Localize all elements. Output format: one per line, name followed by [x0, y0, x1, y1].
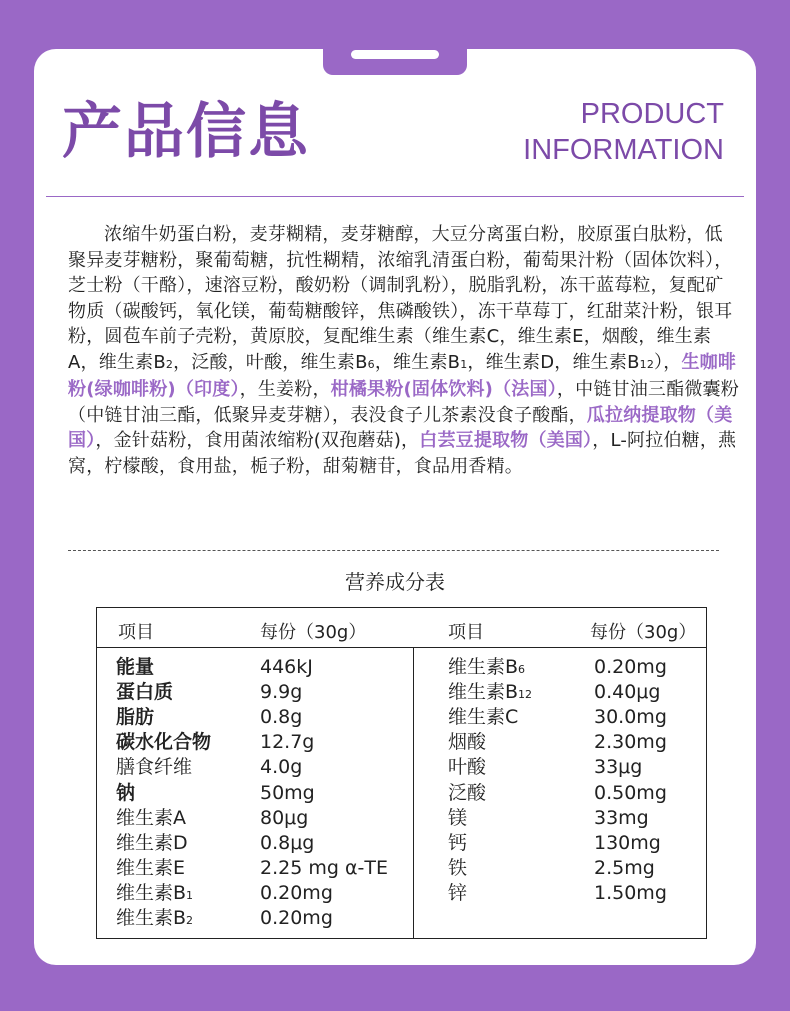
ingredients-text: ，维生素D，维生素B [467, 351, 640, 373]
nutrient-value: 33mg [594, 806, 649, 829]
subscript: 6 [367, 357, 375, 371]
nutrient-name: 碳水化合物 [116, 731, 212, 754]
highlight-ingredient: 柑橘果粉(固体饮料)（法国） [330, 379, 557, 400]
ingredients-text: ，金针菇粉，食用菌浓缩粉(双孢蘑菇)， [95, 430, 420, 451]
table-row [116, 730, 396, 755]
nutrient-value: 0.20mg [260, 907, 333, 929]
nutrient-name: 维生素B1 [116, 881, 194, 904]
table-column-divider [413, 648, 414, 938]
nutrient-name: 维生素D [116, 831, 188, 854]
table-row [116, 781, 396, 806]
table-row [116, 881, 396, 906]
nutrient-value: 0.8μg [260, 831, 315, 854]
nutrient-value: 0.40μg [594, 681, 661, 704]
ingredients-text: ，中链甘油三酯微囊粉（中链甘油三酯，低聚异麦芽糖），表没食子儿茶素没食子酸酯， [68, 379, 739, 426]
highlight-ingredient: 白芸豆提取物（美国） [419, 430, 593, 451]
table-row [116, 705, 396, 730]
ingredients-text: 浓缩牛奶蛋白粉，麦芽糊精，麦芽糖醇，大豆分离蛋白粉，胶原蛋白肽粉，低聚异麦芽糖粉，聚葡萄糖，抗性糊精，浓缩乳清蛋白粉，葡萄果汁粉（固体饮料），芝士粉（干酪），速溶豆粉，酸奶粉（调制乳粉），脱脂乳粉，冻干蓝莓粒，复配矿物质（碳酸钙，氧化镁，葡萄糖酸锌，焦磷酸铁），冻干草莓丁，红甜菜汁粉，银耳粉，圆苞车前子壳粉，黄原胶，复配维生素（维生素C，维生素E，烟酸，维生素A，维生素B [68, 224, 733, 373]
nutrient-value: 0.20mg [594, 656, 667, 678]
subscript: 2 [165, 357, 174, 371]
header-divider [46, 196, 744, 197]
nutrient-name: 膳食纤维 [116, 756, 193, 779]
nutrient-value: 33μg [594, 756, 643, 779]
table-row [448, 705, 728, 730]
table-row [448, 781, 728, 806]
nutrient-value: 2.30mg [594, 731, 667, 754]
nutrient-name: 维生素B12 [448, 681, 533, 704]
header-per-serving-2: 每份（30g） [590, 622, 697, 643]
ingredients-text: ，维生素B [374, 351, 461, 373]
subtitle-line-2: INFORMATION [523, 134, 724, 166]
nutrient-value: 4.0g [260, 756, 303, 779]
highlight-ingredient: 生咖啡粉(绿咖啡粉)（印度） [68, 351, 737, 400]
ingredients-paragraph [68, 222, 740, 479]
nutrient-name: 镁 [448, 806, 468, 829]
nutrient-value: 2.25 mg α-TE [260, 856, 388, 879]
ingredients-text: ，生姜粉， [239, 379, 331, 400]
subscript: 1 [186, 888, 194, 902]
ingredients-text: ，泛酸，叶酸，维生素B [173, 351, 368, 373]
table-row [448, 730, 728, 755]
header-item: 项目 [118, 622, 154, 643]
nutrient-name: 蛋白质 [116, 681, 174, 704]
subtitle-line-1: PRODUCT [580, 98, 724, 130]
nutrient-name: 钠 [116, 781, 136, 804]
nutrient-value: 0.50mg [594, 781, 667, 804]
table-row [116, 806, 396, 831]
table-row [448, 755, 728, 780]
nutrient-name: 能量 [116, 656, 155, 678]
nutrient-name: 烟酸 [448, 731, 487, 754]
nutrient-name: 维生素B2 [116, 907, 194, 929]
page-title: 产品信息 [62, 97, 310, 167]
dashed-divider [68, 550, 719, 551]
nutrient-value: 50mg [260, 781, 315, 804]
table-row [448, 856, 728, 881]
nutrient-value: 0.8g [260, 706, 303, 729]
card-tab-slot [351, 50, 439, 59]
nutrient-name: 钙 [448, 831, 468, 854]
table-row [448, 881, 728, 906]
ingredients-text: ，L-阿拉伯糖，燕窝，柠檬酸，食用盐，栀子粉，甜菊糖苷，食品用香精。 [68, 430, 737, 477]
ingredients-text: ）， [654, 351, 682, 373]
table-row [448, 831, 728, 856]
nutrient-value: 1.50mg [594, 881, 667, 904]
nutrition-table-title: 营养成分表 [345, 570, 445, 594]
nutrient-name: 维生素C [448, 706, 519, 729]
nutrition-table [96, 607, 707, 939]
subscript: 6 [518, 663, 526, 676]
header-per-serving: 每份（30g） [260, 622, 367, 643]
table-row [116, 831, 396, 856]
nutrient-name: 锌 [448, 881, 468, 904]
page-subtitle-en [523, 96, 724, 168]
table-row [116, 680, 396, 705]
nutrient-value: 130mg [594, 831, 661, 854]
nutrient-name: 维生素E [116, 856, 186, 879]
nutrient-value: 30.0mg [594, 706, 667, 729]
table-row [448, 680, 728, 705]
nutrient-name: 铁 [448, 856, 468, 879]
nutrient-value: 2.5mg [594, 856, 655, 879]
nutrient-name: 维生素A [116, 806, 186, 829]
table-header [97, 608, 706, 648]
nutrient-name: 脂肪 [116, 706, 155, 729]
table-row [448, 806, 728, 831]
subscript: 1 [460, 357, 468, 371]
nutrient-name: 叶酸 [448, 756, 487, 779]
table-row [448, 655, 728, 680]
nutrient-value: 12.7g [260, 731, 315, 754]
subscript: 2 [186, 914, 194, 927]
nutrient-value: 9.9g [260, 681, 303, 704]
nutrient-value: 446kJ [260, 656, 313, 678]
table-row [116, 856, 396, 881]
nutrient-value: 0.20mg [260, 881, 333, 904]
table-row [116, 906, 396, 931]
table-row [116, 655, 396, 680]
highlight-ingredient: 瓜拉纳提取物（美国） [68, 404, 733, 451]
subscript: 12 [518, 688, 533, 702]
table-row [116, 755, 396, 780]
nutrient-name: 维生素B6 [448, 656, 526, 678]
nutrient-name: 泛酸 [448, 781, 487, 804]
nutrient-value: 80μg [260, 806, 309, 829]
header-item-2: 项目 [448, 622, 484, 643]
subscript: 12 [639, 357, 655, 371]
